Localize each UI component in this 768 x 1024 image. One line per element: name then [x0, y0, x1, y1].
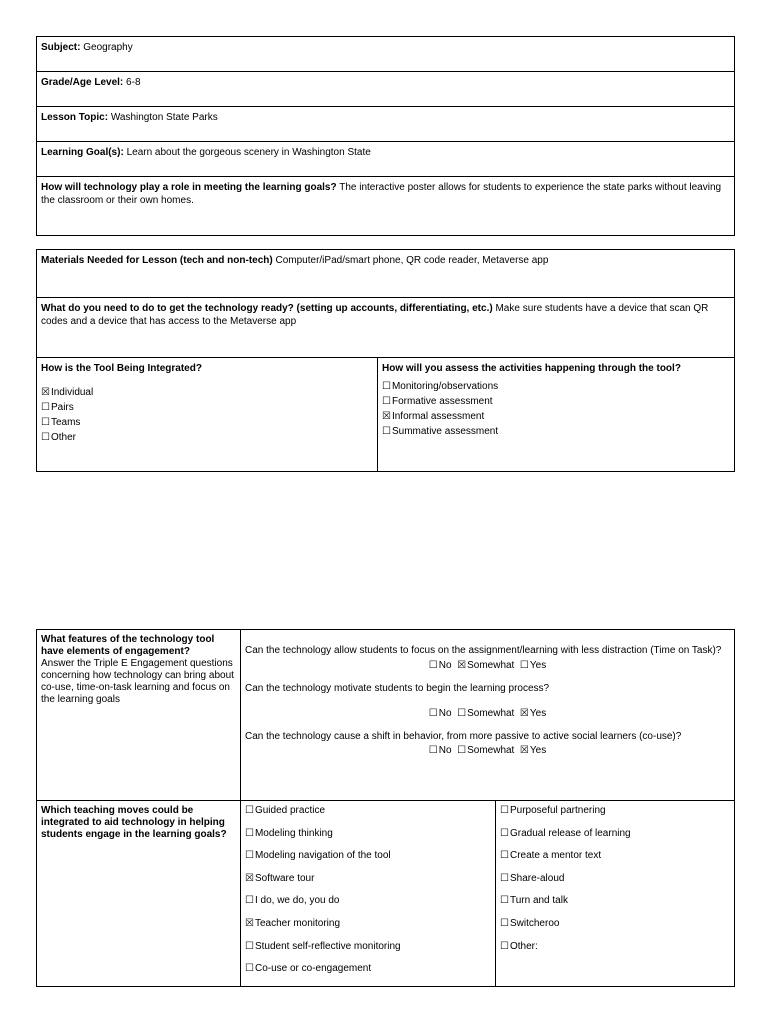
grade-label: Grade/Age Level: — [41, 77, 124, 88]
checkbox-icon: ☐ — [41, 402, 50, 413]
move-other[interactable]: ☐Other: — [500, 940, 538, 952]
checkbox-checked-icon: ☒ — [382, 411, 391, 422]
features-cell — [37, 630, 241, 800]
checkbox-icon: ☐ — [500, 850, 509, 862]
answer-row — [245, 659, 730, 672]
checkbox-icon: ☐ — [428, 745, 438, 756]
option-formative[interactable]: ☐Formative assessment — [382, 396, 493, 407]
checkbox-icon: ☐ — [245, 895, 254, 907]
checkbox-icon: ☐ — [500, 827, 509, 839]
checkbox-icon: ☐ — [382, 396, 391, 407]
checkbox-icon: ☐ — [245, 827, 254, 839]
option-informal[interactable]: ☒Informal assessment — [382, 411, 485, 422]
checkbox-icon: ☐ — [41, 417, 50, 428]
integration-assessment-row — [37, 358, 734, 471]
answer-yes[interactable]: ☐Yes — [519, 660, 547, 671]
answer-no[interactable]: ☐No — [428, 745, 452, 756]
option-monitoring[interactable]: ☐Monitoring/observations — [382, 381, 499, 392]
checkbox-icon: ☐ — [428, 708, 438, 719]
checkbox-icon: ☐ — [428, 660, 438, 671]
checkbox-checked-icon: ☒ — [519, 745, 529, 756]
assess-label: How will you assess the activities happening through the tool? — [382, 363, 681, 374]
answer-somewhat[interactable]: ☐Somewhat — [457, 708, 515, 719]
checkbox-icon: ☐ — [457, 708, 467, 719]
checkbox-checked-icon: ☒ — [519, 708, 529, 719]
move-modeling-navigation[interactable]: ☐Modeling navigation of the tool — [245, 850, 391, 862]
option-teams[interactable]: ☐Teams — [41, 417, 81, 428]
move-i-do-we-do[interactable]: ☐I do, we do, you do — [245, 895, 340, 907]
moves-left-column — [241, 801, 495, 986]
answer-somewhat[interactable]: ☒Somewhat — [457, 660, 515, 671]
topic-value: Washington State Parks — [110, 112, 218, 123]
checkbox-checked-icon: ☒ — [41, 387, 50, 398]
ready-label: What do you need to do to get the technology ready? (setting up accounts, differentiating, etc.) — [41, 303, 493, 314]
move-switcheroo[interactable]: ☐Switcheroo — [500, 917, 560, 929]
materials-row — [37, 250, 734, 298]
checkbox-icon: ☐ — [382, 381, 391, 392]
move-share-aloud[interactable]: ☐Share-aloud — [500, 872, 565, 884]
option-individual[interactable]: ☒Individual — [41, 387, 94, 398]
move-software-tour[interactable]: ☒Software tour — [245, 872, 315, 884]
move-turn-and-talk[interactable]: ☐Turn and talk — [500, 895, 568, 907]
move-purposeful-partnering[interactable]: ☐Purposeful partnering — [500, 805, 606, 816]
question-motivation: Can the technology motivate students to begin the learning process? ☐No ☐Somewhat ☒Yes — [245, 682, 730, 720]
engagement-row — [37, 630, 734, 801]
ready-row — [37, 298, 734, 358]
features-desc: Answer the Triple E Engagement questions concerning how technology can bring about co-use, time-on-task learning and focus on the learning goals — [41, 658, 234, 705]
ready-value: Make sure students have a device that scan QR codes and a device that has access to the Metaverse app — [41, 303, 709, 327]
question-time-on-task: Can the technology allow students to focus on the assignment/learning with less distraction (Time on Task)? ☐No ☒Somewhat ☐Yes — [245, 644, 730, 672]
answer-row — [245, 744, 730, 757]
lesson-info-table — [36, 36, 735, 236]
checkbox-checked-icon: ☒ — [245, 917, 254, 929]
checkbox-icon: ☐ — [41, 432, 50, 443]
answer-yes[interactable]: ☒Yes — [519, 745, 547, 756]
checkbox-icon: ☐ — [245, 850, 254, 862]
tech-role-value: The interactive poster allows for students to experience the state parks without leaving the classroom or their own homes. — [41, 182, 722, 206]
answer-yes[interactable]: ☒Yes — [519, 708, 547, 719]
move-co-use[interactable]: ☐Co-use or co-engagement — [245, 963, 372, 975]
moves-label-cell — [37, 801, 241, 986]
teaching-moves-row — [37, 801, 734, 986]
grade-value: 6-8 — [126, 77, 141, 88]
topic-row — [37, 107, 734, 142]
question-co-use: Can the technology cause a shift in behavior, from more passive to active social learners (co-use)? ☐No ☐Somewhat ☒Yes — [245, 730, 730, 757]
integrated-label: How is the Tool Being Integrated? — [41, 363, 202, 374]
questions-cell — [241, 630, 734, 800]
materials-value: Computer/iPad/smart phone, QR code reader, Metaverse app — [275, 255, 549, 266]
subject-label: Subject: — [41, 42, 81, 53]
moves-label: Which teaching moves could be integrated to aid technology in helping students engage in the learning goals? — [41, 805, 227, 840]
checkbox-icon: ☐ — [519, 660, 529, 671]
goals-value: Learn about the gorgeous scenery in Washington State — [126, 147, 371, 158]
subject-row — [37, 37, 734, 72]
move-mentor-text[interactable]: ☐Create a mentor text — [500, 850, 602, 862]
moves-cells — [241, 801, 734, 986]
subject-value: Geography — [83, 42, 133, 53]
move-modeling-thinking[interactable]: ☐Modeling thinking — [245, 827, 333, 839]
goals-row — [37, 142, 734, 177]
option-summative[interactable]: ☐Summative assessment — [382, 426, 499, 437]
checkbox-icon: ☐ — [500, 872, 509, 884]
checkbox-checked-icon: ☒ — [245, 872, 254, 884]
checkbox-icon: ☐ — [457, 745, 467, 756]
checkbox-icon: ☐ — [500, 895, 509, 907]
move-guided-practice[interactable]: ☐Guided practice — [245, 805, 326, 816]
answer-no[interactable]: ☐No — [428, 708, 452, 719]
grade-row — [37, 72, 734, 107]
answer-somewhat[interactable]: ☐Somewhat — [457, 745, 515, 756]
materials-table — [36, 249, 735, 472]
move-teacher-monitoring[interactable]: ☒Teacher monitoring — [245, 917, 341, 929]
materials-label: Materials Needed for Lesson (tech and non-tech) — [41, 255, 273, 266]
checkbox-icon: ☐ — [245, 805, 254, 816]
checkbox-icon: ☐ — [500, 917, 509, 929]
checkbox-checked-icon: ☒ — [457, 660, 467, 671]
tech-role-row — [37, 177, 734, 235]
assessment-cell — [377, 358, 734, 471]
checkbox-icon: ☐ — [382, 426, 391, 437]
answer-row — [245, 707, 730, 720]
option-pairs[interactable]: ☐Pairs — [41, 402, 74, 413]
integration-cell — [37, 358, 377, 471]
checkbox-icon: ☐ — [500, 940, 509, 952]
answer-no[interactable]: ☐No — [428, 660, 452, 671]
tech-role-label: How will technology play a role in meeting the learning goals? — [41, 182, 337, 193]
goals-label: Learning Goal(s): — [41, 147, 124, 158]
moves-right-column — [495, 801, 734, 986]
engagement-table — [36, 629, 735, 987]
option-other[interactable]: ☐Other — [41, 432, 76, 443]
checkbox-icon: ☐ — [245, 963, 254, 975]
checkbox-icon: ☐ — [245, 940, 254, 952]
topic-label: Lesson Topic: — [41, 112, 109, 123]
move-gradual-release[interactable]: ☐Gradual release of learning — [500, 827, 631, 839]
features-label: What features of the technology tool have elements of engagement? — [41, 634, 215, 657]
checkbox-icon: ☐ — [500, 805, 509, 816]
move-self-reflective[interactable]: ☐Student self-reflective monitoring — [245, 940, 401, 952]
